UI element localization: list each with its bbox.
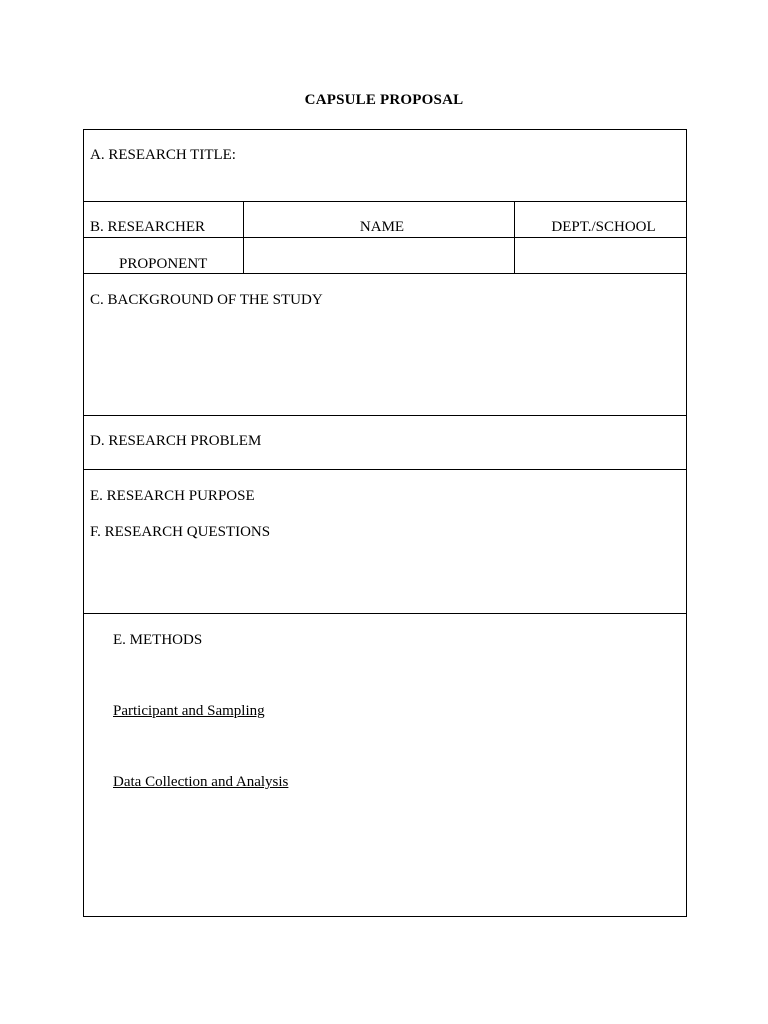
problem-cell[interactable]: [84, 416, 687, 470]
background-label: C. BACKGROUND OF THE STUDY: [90, 292, 323, 308]
researcher-value-row: [84, 238, 687, 274]
questions-label: F. RESEARCH QUESTIONS: [90, 524, 271, 540]
purpose-questions-row: [84, 470, 687, 614]
researcher-header-row: [84, 202, 687, 238]
dept-value-cell[interactable]: [515, 238, 687, 274]
methods-row: [84, 614, 687, 917]
dept-header: DEPT./SCHOOL: [551, 219, 656, 235]
background-cell[interactable]: [84, 274, 687, 416]
background-row: [84, 274, 687, 416]
problem-label: D. RESEARCH PROBLEM: [90, 433, 262, 449]
name-header: NAME: [359, 219, 405, 235]
research-title-label: A. RESEARCH TITLE:: [90, 147, 236, 163]
purpose-questions-cell[interactable]: [84, 470, 687, 614]
methods-label: E. METHODS: [113, 632, 203, 648]
research-title-row: [84, 130, 687, 202]
name-header-cell: [244, 202, 515, 238]
methods-cell[interactable]: [84, 614, 687, 917]
researcher-label: B. RESEARCHER: [90, 219, 206, 235]
name-value-cell[interactable]: [244, 238, 515, 274]
dept-value: [515, 238, 686, 257]
data-collection-label: Data Collection and Analysis: [113, 774, 289, 790]
page-title: CAPSULE PROPOSAL: [304, 92, 464, 108]
purpose-label: E. RESEARCH PURPOSE: [90, 488, 255, 504]
researcher-label-cell: [84, 202, 244, 238]
name-value: [244, 238, 514, 257]
problem-row: [84, 416, 687, 470]
research-title-cell[interactable]: [84, 130, 687, 202]
capsule-proposal-form: [83, 129, 687, 917]
dept-header-cell: [515, 202, 687, 238]
proponent-label-cell: [84, 238, 244, 274]
participant-sampling-label: Participant and Sampling: [113, 703, 265, 719]
proponent-label: PROPONENT: [119, 256, 208, 272]
